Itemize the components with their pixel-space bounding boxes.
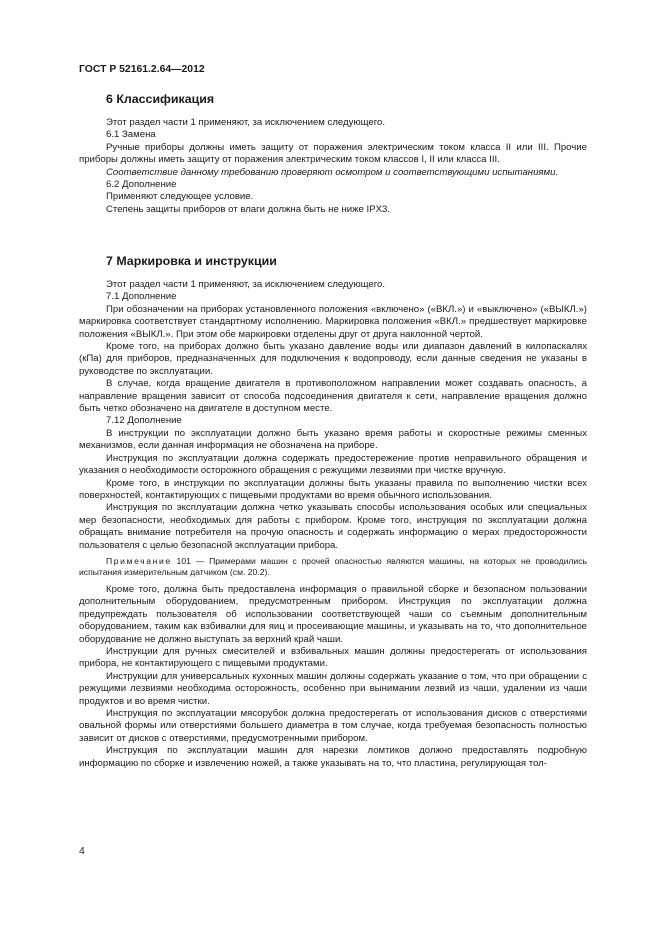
subsection-7-1-label: 7.1 Дополнение: [106, 291, 177, 303]
paragraph: В инструкции по эксплуатации должно быть указано время работы и скоростные режимы сменных механизмов, если данная информация не обозначена на приборе.: [79, 427, 587, 452]
subsection-6-2-text-1: Применяют следующее условие.: [106, 191, 254, 203]
subsection-6-1-check: Соответствие данному требованию проверяют осмотром и соответствующими испытаниями.: [106, 166, 559, 178]
paragraph: В случае, когда вращение двигателя в противоположном направлении может создавать опасность, а направление вращения зависит от способа подсоединения двигателя к сети, направление вращения должно быть четко обозначено на двигателе в доступном месте.: [79, 378, 587, 415]
paragraph: Кроме того, в инструкции по эксплуатации должны быть указаны правила по выполнению чистки всех поверхностей, контактирующих с пищевыми продуктами во время обычного использования.: [79, 477, 587, 501]
paragraph: Инструкция по эксплуатации должна четко указывать способы использования особых или специальных мер безопасности, необходимых для работы с прибором. Кроме того, инструкция по эксплуатации должна обращать внимание потребителя на прочую опасность и содержать информацию о мерах предосторожности пользователя с целью безопасной эксплуатации прибора.: [79, 502, 587, 551]
section-6-intro: Этот раздел части 1 применяют, за исключением следующего.: [106, 117, 386, 128]
subsection-6-1-text: Ручные приборы должны иметь защиту от поражения электрическим током класса II или III. Прочие приборы должны иметь защиту от поражения электрическим током классов I, II или класса III.: [79, 141, 587, 166]
note-text: 101 — Примерами машин с прочей опасностью являются машины, на которых не проводились испытания измерительным датчиком (см. 20.2).: [79, 555, 587, 577]
section-7-title: 7 Маркировка и инструкции: [106, 254, 277, 268]
paragraph: Инструкции для универсальных кухонных машин должны содержать указание о том, что при обращении с режущими лезвиями необходима осторожность, особенно при вынимании лезвий из чаши, удалении из чаши продуктов и во время чистки.: [79, 670, 587, 707]
section-7-body: [79, 279, 587, 770]
subsection-6-2-text-2: Степень защиты приборов от влаги должна быть не ниже IPX3.: [106, 203, 390, 215]
note-101: [79, 556, 587, 578]
section-6: [79, 92, 587, 107]
paragraph: Инструкция по эксплуатации должна содержать предостережение против неправильного обращения и указания о необходимости осторожного обращения с режущими лезвиями при чистке вручную.: [79, 452, 587, 477]
paragraph: Кроме того, должна быть предоставлена информация о правильной сборке и безопасном пользовании дополнительным оборудованием, предусмотренным прибором. Инструкция по эксплуатации должна предупреждать пользователя об использовании соответствующей чаши со съемным дополнительным оборудованием, таким как взбивалки для яиц и просеивающие машины, и указывать на то, что дополнительное оборудование не должно выступать за верхний край чаши.: [79, 583, 587, 645]
section-6-body: [79, 117, 587, 216]
standard-header: ГОСТ Р 52161.2.64—2012: [79, 64, 205, 75]
section-7: [79, 254, 587, 269]
note-label: Примечание: [106, 555, 172, 566]
paragraph: Инструкция по эксплуатации машин для нарезки ломтиков должно предоставлять подробную информацию по сборке и извлечению ножей, а также указывать на то, что пластина, регулирующая тол-: [79, 745, 587, 769]
section-7-intro: Этот раздел части 1 применяют, за исключением следующего.: [106, 279, 386, 290]
paragraph: Инструкции для ручных смесителей и взбивальных машин должны предостерегать от использования прибора, не контактирующего с пищевыми продуктами.: [79, 645, 587, 670]
subsection-6-2-label: 6.2 Дополнение: [106, 179, 177, 191]
page-number: 4: [79, 846, 85, 857]
paragraph: Кроме того, на приборах должно быть указано давление воды или диапазон давлений в килопаскалях (кПа) для приборов, предназначенных для подключения к водопроводу, если данные сведения не указаны в руководстве по эксплуатации.: [79, 341, 587, 377]
paragraph: Инструкция по эксплуатации мясорубок должна предостерегать от использования дисков с отверстиями овальной формы или отверстиями большего диаметра в том случае, когда требуемая безопасность полностью зависит от дисков с отверстиями, предусмотренными прибором.: [79, 708, 587, 744]
section-6-title: 6 Классификация: [106, 92, 215, 106]
subsection-7-12-label: 7.12 Дополнение: [106, 415, 182, 427]
paragraph: При обозначении на приборах установленного положения «включено» («ВКЛ.») и «выключено» («ВЫКЛ.») маркировка соответствует стандартному исполнению. Маркировка положения «ВКЛ.» предшествует маркировке положения «ВЫКЛ.». При этом обе маркировки отделены друг от друга наклонной чертой.: [79, 303, 587, 340]
subsection-6-1-label: 6.1 Замена: [106, 129, 156, 141]
